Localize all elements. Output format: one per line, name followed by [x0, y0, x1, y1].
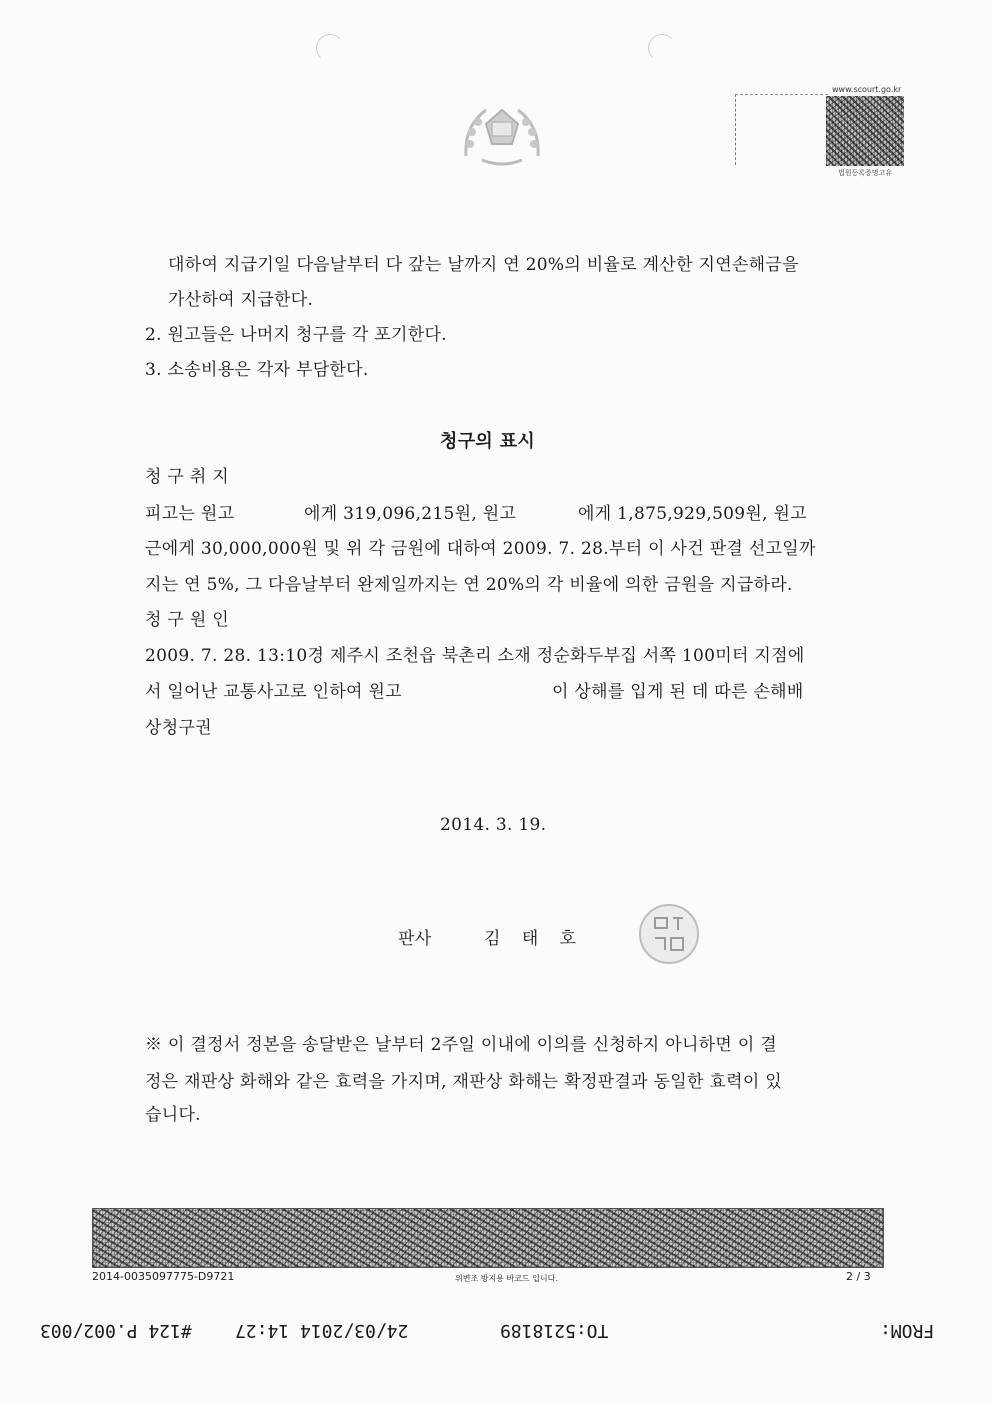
id-stamp-box — [735, 94, 828, 165]
fax-from: FROM: — [880, 1320, 935, 1341]
decision-date: 2014. 3. 19. — [440, 815, 547, 835]
fax-datetime: 24/03/2014 14:27 — [235, 1320, 409, 1341]
judge-seal-icon — [637, 902, 701, 966]
punch-hole-left — [316, 34, 344, 62]
claim-cause-text: 이 상해를 입게 된 데 따른 손해배 — [552, 682, 804, 702]
document-id: 2014-0035097775-D9721 — [92, 1270, 235, 1283]
notice-text: 정은 재판상 화해와 같은 효력을 가지며, 재판상 화해는 확정판결과 동일한 효력이 있 — [145, 1072, 782, 1092]
section-title: 청구의 표시 — [440, 431, 536, 452]
punch-hole-right — [648, 34, 676, 62]
judge-name: 김 태 호 — [484, 929, 585, 949]
claim-purpose-text: 지는 연 5%, 그 다음날부터 완제일까지는 연 20%의 각 비율에 의한 금원을 지급하라. — [145, 575, 793, 595]
judge-title: 판사 — [398, 929, 432, 949]
claim-purpose-text: 피고는 원고 — [145, 504, 235, 524]
barcode-note: 위변조 방지용 바코드 입니다. — [455, 1274, 558, 1283]
qr-caption: 법원등록증명고유 — [838, 169, 893, 177]
claim-cause-text: 상청구권 — [145, 718, 212, 738]
anti-forgery-barcode — [92, 1208, 884, 1268]
claim-purpose-text: 에게 1,875,929,509원, 원고 — [578, 504, 807, 524]
claim-cause-text: 2009. 7. 28. 13:10경 제주시 조천읍 북촌리 소재 정순화두부집 서쪽 100미터 지점에 — [145, 646, 805, 666]
claim-purpose-text: 근에게 30,000,000원 및 위 각 금원에 대하여 2009. 7. 28.부터 이 사건 판결 선고일까 — [145, 539, 816, 559]
body-line: 3. 소송비용은 각자 부담한다. — [145, 360, 369, 380]
claim-cause-label: 청 구 원 인 — [145, 610, 229, 630]
notice-text: 습니다. — [145, 1105, 201, 1125]
claim-cause-text: 서 일어난 교통사고로 인하여 원고 — [145, 682, 402, 702]
claim-purpose-label: 청 구 취 지 — [145, 467, 229, 487]
qr-url: www.scourt.go.kr — [832, 85, 902, 94]
qr-code — [826, 96, 904, 166]
fax-to: TO:5218189 — [500, 1320, 609, 1341]
body-line: 가산하여 지급한다. — [168, 290, 314, 310]
notice-text: ※ 이 결정서 정본을 송달받은 날부터 2주일 이내에 이의를 신청하지 아니하면 이 결 — [145, 1035, 777, 1055]
page-number: 2 / 3 — [846, 1270, 871, 1283]
body-line: 2. 원고들은 나머지 청구를 각 포기한다. — [145, 325, 447, 345]
fax-page-info: #124 P.002/003 — [40, 1320, 192, 1341]
claim-purpose-text: 에게 319,096,215원, 원고 — [304, 504, 517, 524]
body-line: 대하여 지급기일 다음날부터 다 갚는 날까지 연 20%의 비율로 계산한 지연손해금을 — [168, 255, 799, 275]
court-emblem-icon — [456, 96, 548, 176]
